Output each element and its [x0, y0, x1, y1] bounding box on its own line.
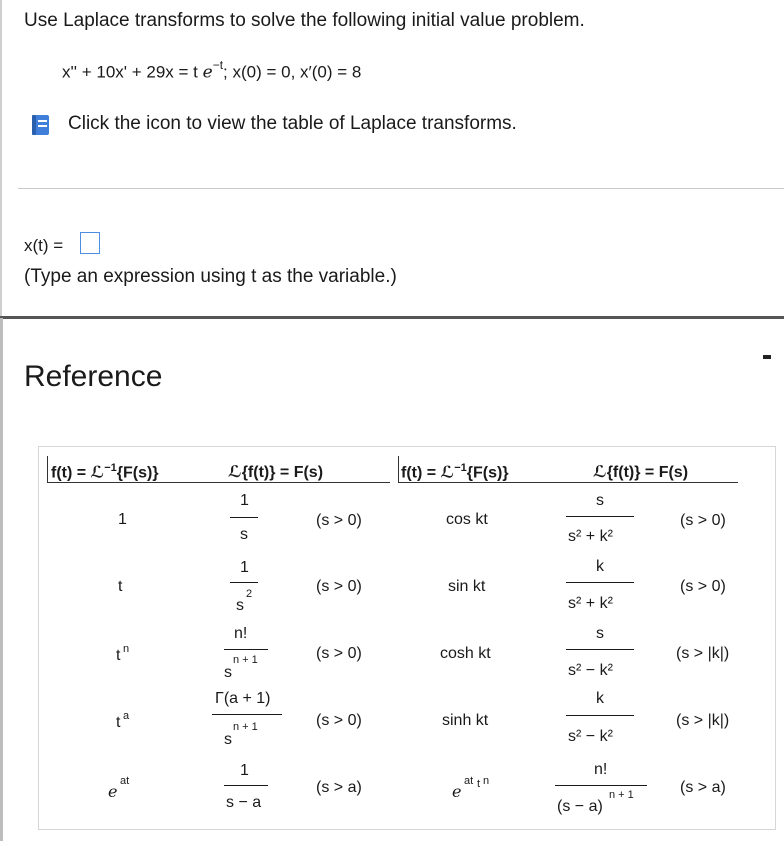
table-row-4-cond: (s > 0) — [316, 712, 362, 729]
table-row-1-f: 1 — [118, 511, 127, 528]
table-row-r2-f: sin kt — [448, 578, 486, 595]
table-row-3-den-sup: n + 1 — [233, 654, 258, 666]
table-row-4-f: t — [116, 714, 121, 731]
header-L-left: ℒ{f(t)} = F(s) — [228, 464, 324, 481]
table-row-r5-den-sup: n + 1 — [609, 789, 634, 801]
question-instruction: Use Laplace transforms to solve the following initial value problem. — [24, 10, 585, 31]
table-row-r5-f: e — [452, 782, 462, 801]
left-border-lower — [0, 318, 3, 841]
answer-label: x(t) = — [24, 236, 64, 255]
table-row-3-den: s — [224, 664, 232, 681]
table-row-1-cond: (s > 0) — [316, 512, 362, 529]
table-row-2-num: 1 — [240, 559, 249, 576]
header-underline-right — [398, 482, 738, 483]
fraction-bar — [224, 649, 268, 650]
table-row-r4-den: s² − k² — [568, 728, 613, 745]
table-row-2-den-sup: 2 — [246, 588, 253, 600]
table-row-4-den-sup: n + 1 — [233, 721, 258, 733]
fraction-bar — [566, 649, 634, 650]
reference-divider — [0, 316, 784, 319]
click-icon-text: Click the icon to view the table of Laplace transforms. — [68, 113, 517, 134]
table-row-3-f-sup: n — [123, 643, 130, 655]
equation-exponent: −t — [212, 58, 224, 72]
table-row-4-f-sup: a — [123, 710, 130, 722]
table-row-5-f: e — [108, 782, 118, 801]
table-row-r4-f: sinh kt — [442, 712, 489, 729]
table-row-5-f-sup: at — [120, 775, 130, 787]
table-row-1-num: 1 — [240, 492, 249, 509]
table-row-2-cond: (s > 0) — [316, 578, 362, 595]
table-row-r3-num: s — [596, 625, 604, 642]
table-row-1-den: s — [240, 526, 248, 543]
table-row-r2-den: s² + k² — [568, 595, 613, 612]
table-row-r5-f-sup: at — [464, 775, 474, 787]
table-row-r1-f: cos kt — [446, 511, 488, 528]
header-f-left: f(t) = ℒ$^{-1}${F(s)} — [51, 462, 159, 482]
collapse-minus-icon[interactable] — [763, 355, 771, 359]
table-row-2-f: t — [118, 578, 123, 595]
fraction-bar — [566, 715, 634, 716]
fraction-bar — [555, 785, 647, 786]
laplace-table — [38, 446, 776, 830]
table-row-r1-num: s — [596, 492, 604, 509]
header-f-right: f(t) = ℒ$^{-1}${F(s)} — [401, 462, 509, 482]
reference-title: Reference — [24, 360, 163, 393]
header-underline-left — [47, 482, 390, 483]
table-row-4-num: Γ(a + 1) — [215, 690, 271, 707]
table-row-r4-num: k — [596, 690, 604, 707]
equation-initial-conditions: ; x(0) = 0, x′(0) = 8 — [223, 62, 362, 82]
answer-input[interactable] — [80, 232, 100, 254]
header-L-right: ℒ{f(t)} = F(s) — [593, 464, 689, 481]
table-row-r3-den: s² − k² — [568, 662, 613, 679]
table-row-r1-cond: (s > 0) — [680, 512, 726, 529]
equation-lhs: x'' + 10x' + 29x = t — [62, 62, 198, 82]
table-row-5-num: 1 — [240, 762, 249, 779]
table-row-r5-cond: (s > a) — [680, 779, 726, 796]
table-row-3-f: t — [116, 647, 121, 664]
table-row-r4-cond: (s > |k|) — [676, 712, 730, 729]
fraction-bar — [230, 517, 258, 518]
table-row-r5-f-sup2: t — [477, 778, 481, 790]
table-row-r2-num: k — [596, 558, 604, 575]
table-row-r5-f-sup3: n — [483, 775, 490, 787]
table-row-3-cond: (s > 0) — [316, 645, 362, 662]
table-row-r5-den: (s − a) — [557, 798, 603, 815]
answer-hint: (Type an expression using t as the variable.) — [24, 266, 397, 287]
fraction-bar — [224, 785, 268, 786]
fraction-bar — [566, 516, 634, 517]
table-row-r3-cond: (s > |k|) — [676, 645, 730, 662]
laplace-table-icon[interactable] — [30, 114, 52, 136]
table-row-5-den: s − a — [226, 794, 262, 811]
table-row-3-num: n! — [234, 625, 248, 642]
fraction-bar — [230, 582, 258, 583]
table-row-r1-den: s² + k² — [568, 528, 613, 545]
table-row-r3-f: cosh kt — [440, 645, 491, 662]
equation — [62, 60, 361, 83]
fraction-bar — [212, 714, 282, 715]
table-row-2-den: s — [236, 597, 244, 614]
table-row-4-den: s — [224, 731, 232, 748]
header-right-rule — [398, 456, 399, 482]
table-row-r5-num: n! — [594, 761, 608, 778]
equation-e: e — [202, 62, 213, 83]
header-left-rule — [47, 456, 48, 482]
table-row-5-cond: (s > a) — [316, 779, 362, 796]
fraction-bar — [566, 582, 634, 583]
table-row-r2-cond: (s > 0) — [680, 578, 726, 595]
divider — [18, 188, 784, 189]
